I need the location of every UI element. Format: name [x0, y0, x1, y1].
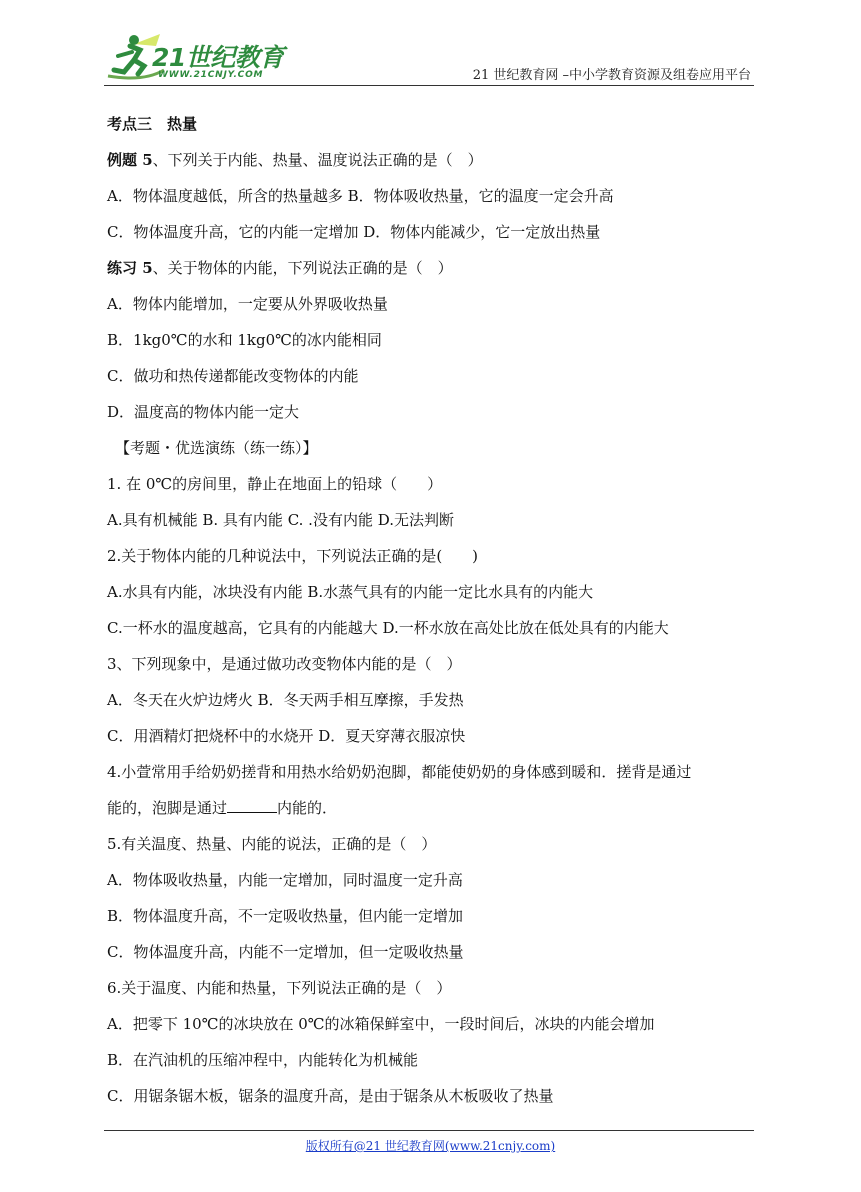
fill-in-blank[interactable] [227, 796, 277, 813]
question-line: 6.关于温度、内能和热量，下列说法正确的是（ ） [107, 979, 452, 997]
footer-copyright-link[interactable]: 版权所有@21 世纪教育网(www.21cnjy.com) [305, 1139, 556, 1153]
practice-5-stem [107, 256, 757, 292]
question-4-continuation [107, 796, 757, 832]
question-line: C．用锯条锯木板，锯条的温度升高，是由于锯条从木板吸收了热量 [107, 1087, 554, 1105]
practice-5-text: 、关于物体的内能，下列说法正确的是（ ） [152, 259, 453, 277]
example-5-options-ab: A．物体温度越低，所含的热量越多 B．物体吸收热量，它的温度一定会升高 [107, 187, 614, 205]
question-line: 1. 在 0℃的房间里，静止在地面上的铅球（ ） [107, 475, 443, 493]
question-line: C．用酒精灯把烧杯中的水烧开 D．夏天穿薄衣服凉快 [107, 727, 466, 745]
practice-5-option-a: A．物体内能增加，一定要从外界吸收热量 [107, 295, 388, 313]
example-5-stem [107, 148, 757, 184]
question-line: A.具有机械能 B. 具有内能 C. .没有内能 D.无法判断 [107, 511, 454, 529]
question-line: B．物体温度升高，不一定吸收热量，但内能一定增加 [107, 907, 464, 925]
header-divider [104, 85, 754, 86]
site-title: 21 世纪教育网 –中小学教育资源及组卷应用平台 [472, 68, 751, 83]
footer-divider [104, 1130, 754, 1131]
document-body [107, 112, 757, 1120]
example-5-options-cd: C．物体温度升高，它的内能一定增加 D．物体内能减少，它一定放出热量 [107, 223, 601, 241]
page-header [0, 0, 861, 100]
q4-text-before: 能的，泡脚是通过 [107, 799, 228, 817]
question-line: C.一杯水的温度越高，它具有的内能越大 D.一杯水放在高处比放在低处具有的内能大 [107, 619, 669, 637]
practice-5-option-b: B．1kg0℃的水和 1kg0℃的冰内能相同 [107, 331, 382, 349]
question-line: 2.关于物体内能的几种说法中，下列说法正确的是( ) [107, 547, 479, 565]
question-line: 5.有关温度、热量、内能的说法，正确的是（ ） [107, 835, 437, 853]
example-5-text: 、下列关于内能、热量、温度说法正确的是（ ） [152, 151, 483, 169]
practice-5-option-d: D．温度高的物体内能一定大 [107, 403, 300, 421]
drill-heading: 【考题・优选演练（练一练）】 [115, 439, 318, 457]
question-line: 4.小萱常用手给奶奶搓背和用热水给奶奶泡脚，都能使奶奶的身体感到暖和．搓背是通过 [107, 763, 692, 781]
example-5-label: 例题 5 [107, 151, 153, 169]
q4-text-after: 内能的． [277, 799, 338, 817]
logo-wordmark: 21世纪教育 [152, 43, 284, 72]
section-title: 考点三 热量 [107, 115, 198, 133]
question-line: C．物体温度升高，内能不一定增加，但一定吸收热量 [107, 943, 464, 961]
question-line: A.水具有内能，冰块没有内能 B.水蒸气具有的内能一定比水具有的内能大 [107, 583, 594, 601]
question-line: 3、下列现象中，是通过做功改变物体内能的是（ ） [107, 655, 462, 673]
question-line: A．冬天在火炉边烤火 B．冬天两手相互摩擦，手发热 [107, 691, 464, 709]
practice-5-label: 练习 5 [107, 259, 153, 277]
practice-5-option-c: C．做功和热传递都能改变物体的内能 [107, 367, 359, 385]
logo-url: WWW.21CNJY.COM [158, 70, 264, 80]
question-line: A．物体吸收热量，内能一定增加，同时温度一定升高 [107, 871, 463, 889]
question-line: B．在汽油机的压缩冲程中，内能转化为机械能 [107, 1051, 419, 1069]
question-line: A．把零下 10℃的冰块放在 0℃的冰箱保鲜室中，一段时间后，冰块的内能会增加 [107, 1015, 655, 1033]
